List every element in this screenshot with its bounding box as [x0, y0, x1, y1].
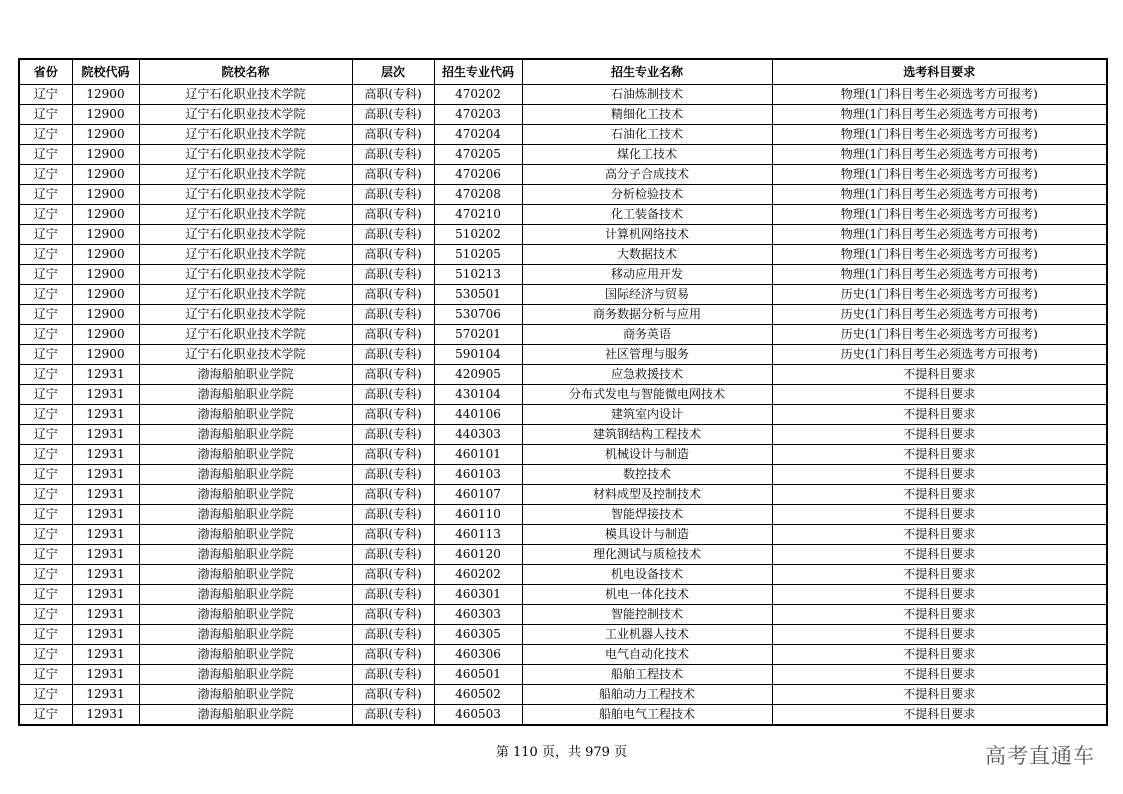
cell-level: 高职(专科) [352, 505, 434, 525]
cell-major-name: 高分子合成技术 [522, 165, 772, 185]
cell-school-name: 渤海船舶职业学院 [139, 445, 352, 465]
cell-school-name: 渤海船舶职业学院 [139, 385, 352, 405]
cell-subject-requirement: 不提科目要求 [772, 565, 1107, 585]
cell-major-code: 510205 [434, 245, 522, 265]
header-level: 层次 [352, 59, 434, 85]
cell-level: 高职(专科) [352, 345, 434, 365]
cell-level: 高职(专科) [352, 645, 434, 665]
table-header [19, 59, 1107, 85]
cell-subject-requirement: 物理(1门科目考生必须选考方可报考) [772, 125, 1107, 145]
cell-level: 高职(专科) [352, 525, 434, 545]
table-row [19, 85, 1107, 105]
cell-school-code: 12931 [72, 705, 139, 726]
cell-level: 高职(专科) [352, 305, 434, 325]
cell-subject-requirement: 不提科目要求 [772, 365, 1107, 385]
cell-level: 高职(专科) [352, 105, 434, 125]
page-footer [0, 744, 1123, 762]
cell-major-code: 460306 [434, 645, 522, 665]
cell-school-code: 12931 [72, 605, 139, 625]
cell-province: 辽宁 [19, 205, 72, 225]
cell-major-code: 460107 [434, 485, 522, 505]
table-row [19, 465, 1107, 485]
cell-major-name: 机械设计与制造 [522, 445, 772, 465]
cell-major-name: 移动应用开发 [522, 265, 772, 285]
cell-major-code: 460303 [434, 605, 522, 625]
cell-subject-requirement: 物理(1门科目考生必须选考方可报考) [772, 105, 1107, 125]
cell-province: 辽宁 [19, 645, 72, 665]
cell-subject-requirement: 不提科目要求 [772, 545, 1107, 565]
table-row [19, 445, 1107, 465]
cell-major-code: 470204 [434, 125, 522, 145]
cell-school-code: 12900 [72, 165, 139, 185]
cell-major-code: 510213 [434, 265, 522, 285]
cell-major-name: 机电一体化技术 [522, 585, 772, 605]
table-row [19, 665, 1107, 685]
cell-school-name: 渤海船舶职业学院 [139, 405, 352, 425]
table-row [19, 485, 1107, 505]
cell-school-name: 辽宁石化职业技术学院 [139, 145, 352, 165]
cell-level: 高职(专科) [352, 245, 434, 265]
cell-major-name: 商务数据分析与应用 [522, 305, 772, 325]
cell-school-name: 辽宁石化职业技术学院 [139, 345, 352, 365]
cell-school-code: 12931 [72, 425, 139, 445]
cell-school-name: 渤海船舶职业学院 [139, 545, 352, 565]
cell-subject-requirement: 不提科目要求 [772, 525, 1107, 545]
table-row [19, 645, 1107, 665]
cell-school-code: 12900 [72, 105, 139, 125]
watermark: 高考直通车 [985, 744, 1095, 768]
cell-school-code: 12931 [72, 665, 139, 685]
table-row [19, 325, 1107, 345]
cell-subject-requirement: 物理(1门科目考生必须选考方可报考) [772, 185, 1107, 205]
table-row [19, 225, 1107, 245]
cell-school-name: 渤海船舶职业学院 [139, 665, 352, 685]
cell-level: 高职(专科) [352, 605, 434, 625]
header-province: 省份 [19, 59, 72, 85]
cell-school-name: 渤海船舶职业学院 [139, 465, 352, 485]
cell-school-name: 渤海船舶职业学院 [139, 425, 352, 445]
page-prefix: 第 [495, 745, 509, 760]
cell-school-code: 12931 [72, 565, 139, 585]
cell-major-code: 420905 [434, 365, 522, 385]
cell-major-code: 460103 [434, 465, 522, 485]
cell-major-code: 590104 [434, 345, 522, 365]
cell-major-code: 470202 [434, 85, 522, 105]
cell-major-name: 材料成型及控制技术 [522, 485, 772, 505]
cell-school-name: 辽宁石化职业技术学院 [139, 225, 352, 245]
cell-subject-requirement: 历史(1门科目考生必须选考方可报考) [772, 345, 1107, 365]
header-major-code: 招生专业代码 [434, 59, 522, 85]
cell-major-code: 460501 [434, 665, 522, 685]
cell-level: 高职(专科) [352, 465, 434, 485]
header-school-code: 院校代码 [72, 59, 139, 85]
cell-school-code: 12931 [72, 445, 139, 465]
cell-major-name: 大数据技术 [522, 245, 772, 265]
cell-level: 高职(专科) [352, 445, 434, 465]
cell-major-code: 530706 [434, 305, 522, 325]
table-row [19, 565, 1107, 585]
cell-school-code: 12900 [72, 145, 139, 165]
cell-level: 高职(专科) [352, 265, 434, 285]
table-body [19, 85, 1107, 726]
cell-school-name: 辽宁石化职业技术学院 [139, 165, 352, 185]
cell-major-name: 应急救援技术 [522, 365, 772, 385]
cell-subject-requirement: 不提科目要求 [772, 505, 1107, 525]
table-row [19, 605, 1107, 625]
cell-school-code: 12931 [72, 505, 139, 525]
cell-school-name: 辽宁石化职业技术学院 [139, 285, 352, 305]
cell-province: 辽宁 [19, 225, 72, 245]
cell-level: 高职(专科) [352, 385, 434, 405]
cell-major-code: 470208 [434, 185, 522, 205]
cell-school-code: 12900 [72, 345, 139, 365]
table-row [19, 285, 1107, 305]
cell-school-name: 渤海船舶职业学院 [139, 525, 352, 545]
cell-level: 高职(专科) [352, 185, 434, 205]
cell-school-name: 辽宁石化职业技术学院 [139, 325, 352, 345]
cell-subject-requirement: 不提科目要求 [772, 465, 1107, 485]
cell-school-code: 12900 [72, 285, 139, 305]
page-mid: 页，共 [541, 745, 581, 760]
cell-school-name: 辽宁石化职业技术学院 [139, 105, 352, 125]
header-subject-requirement: 选考科目要求 [772, 59, 1107, 85]
cell-major-name: 商务英语 [522, 325, 772, 345]
cell-subject-requirement: 不提科目要求 [772, 485, 1107, 505]
cell-major-code: 460301 [434, 585, 522, 605]
cell-province: 辽宁 [19, 325, 72, 345]
header-row [19, 59, 1107, 85]
cell-major-code: 440303 [434, 425, 522, 445]
table-row [19, 545, 1107, 565]
cell-subject-requirement: 物理(1门科目考生必须选考方可报考) [772, 85, 1107, 105]
cell-subject-requirement: 历史(1门科目考生必须选考方可报考) [772, 305, 1107, 325]
table-row [19, 245, 1107, 265]
cell-level: 高职(专科) [352, 625, 434, 645]
header-school-name: 院校名称 [139, 59, 352, 85]
cell-major-name: 工业机器人技术 [522, 625, 772, 645]
table-row [19, 505, 1107, 525]
cell-school-code: 12931 [72, 645, 139, 665]
cell-school-code: 12931 [72, 685, 139, 705]
cell-province: 辽宁 [19, 625, 72, 645]
table-row [19, 425, 1107, 445]
cell-level: 高职(专科) [352, 665, 434, 685]
cell-major-name: 电气自动化技术 [522, 645, 772, 665]
cell-school-code: 12900 [72, 325, 139, 345]
cell-subject-requirement: 物理(1门科目考生必须选考方可报考) [772, 245, 1107, 265]
cell-school-name: 辽宁石化职业技术学院 [139, 245, 352, 265]
cell-school-name: 渤海船舶职业学院 [139, 685, 352, 705]
cell-major-name: 船舶电气工程技术 [522, 705, 772, 726]
total-pages: 979 [585, 745, 610, 760]
cell-school-code: 12931 [72, 365, 139, 385]
cell-subject-requirement: 物理(1门科目考生必须选考方可报考) [772, 225, 1107, 245]
cell-major-code: 470210 [434, 205, 522, 225]
cell-school-code: 12900 [72, 125, 139, 145]
cell-level: 高职(专科) [352, 565, 434, 585]
cell-major-name: 智能控制技术 [522, 605, 772, 625]
cell-school-name: 渤海船舶职业学院 [139, 645, 352, 665]
cell-major-code: 430104 [434, 385, 522, 405]
cell-school-code: 12900 [72, 225, 139, 245]
cell-level: 高职(专科) [352, 425, 434, 445]
table-row [19, 365, 1107, 385]
cell-level: 高职(专科) [352, 205, 434, 225]
cell-school-code: 12900 [72, 85, 139, 105]
cell-province: 辽宁 [19, 165, 72, 185]
cell-subject-requirement: 物理(1门科目考生必须选考方可报考) [772, 265, 1107, 285]
cell-subject-requirement: 不提科目要求 [772, 585, 1107, 605]
cell-major-name: 建筑钢结构工程技术 [522, 425, 772, 445]
cell-major-code: 460502 [434, 685, 522, 705]
cell-major-name: 船舶工程技术 [522, 665, 772, 685]
cell-school-code: 12900 [72, 305, 139, 325]
table-row [19, 185, 1107, 205]
cell-school-name: 辽宁石化职业技术学院 [139, 205, 352, 225]
cell-subject-requirement: 不提科目要求 [772, 665, 1107, 685]
cell-school-code: 12900 [72, 185, 139, 205]
cell-province: 辽宁 [19, 585, 72, 605]
page-suffix: 页 [614, 745, 628, 760]
cell-level: 高职(专科) [352, 325, 434, 345]
cell-school-name: 渤海船舶职业学院 [139, 585, 352, 605]
table-row [19, 585, 1107, 605]
cell-level: 高职(专科) [352, 285, 434, 305]
cell-subject-requirement: 历史(1门科目考生必须选考方可报考) [772, 285, 1107, 305]
cell-school-code: 12931 [72, 525, 139, 545]
cell-major-name: 国际经济与贸易 [522, 285, 772, 305]
cell-level: 高职(专科) [352, 545, 434, 565]
cell-province: 辽宁 [19, 405, 72, 425]
cell-major-name: 精细化工技术 [522, 105, 772, 125]
cell-school-name: 辽宁石化职业技术学院 [139, 265, 352, 285]
cell-major-code: 470206 [434, 165, 522, 185]
cell-major-code: 470203 [434, 105, 522, 125]
cell-level: 高职(专科) [352, 145, 434, 165]
cell-level: 高职(专科) [352, 585, 434, 605]
cell-subject-requirement: 不提科目要求 [772, 625, 1107, 645]
cell-school-name: 辽宁石化职业技术学院 [139, 85, 352, 105]
cell-province: 辽宁 [19, 665, 72, 685]
cell-major-name: 石油炼制技术 [522, 85, 772, 105]
cell-province: 辽宁 [19, 425, 72, 445]
cell-subject-requirement: 不提科目要求 [772, 445, 1107, 465]
cell-level: 高职(专科) [352, 685, 434, 705]
cell-subject-requirement: 不提科目要求 [772, 605, 1107, 625]
table-row [19, 625, 1107, 645]
cell-province: 辽宁 [19, 525, 72, 545]
cell-subject-requirement: 物理(1门科目考生必须选考方可报考) [772, 165, 1107, 185]
cell-province: 辽宁 [19, 245, 72, 265]
cell-school-code: 12931 [72, 585, 139, 605]
cell-major-name: 机电设备技术 [522, 565, 772, 585]
cell-major-code: 460305 [434, 625, 522, 645]
cell-major-name: 建筑室内设计 [522, 405, 772, 425]
cell-province: 辽宁 [19, 505, 72, 525]
cell-subject-requirement: 不提科目要求 [772, 645, 1107, 665]
cell-major-code: 460101 [434, 445, 522, 465]
cell-school-name: 渤海船舶职业学院 [139, 505, 352, 525]
cell-school-name: 渤海船舶职业学院 [139, 565, 352, 585]
cell-province: 辽宁 [19, 685, 72, 705]
cell-province: 辽宁 [19, 705, 72, 726]
cell-major-name: 煤化工技术 [522, 145, 772, 165]
cell-major-code: 460113 [434, 525, 522, 545]
cell-province: 辽宁 [19, 465, 72, 485]
cell-province: 辽宁 [19, 565, 72, 585]
cell-level: 高职(专科) [352, 225, 434, 245]
cell-province: 辽宁 [19, 385, 72, 405]
table-row [19, 165, 1107, 185]
cell-school-code: 12900 [72, 245, 139, 265]
table-row [19, 305, 1107, 325]
cell-province: 辽宁 [19, 365, 72, 385]
cell-major-name: 社区管理与服务 [522, 345, 772, 365]
cell-subject-requirement: 不提科目要求 [772, 405, 1107, 425]
cell-major-code: 470205 [434, 145, 522, 165]
cell-school-name: 渤海船舶职业学院 [139, 485, 352, 505]
cell-school-code: 12900 [72, 265, 139, 285]
cell-major-name: 智能焊接技术 [522, 505, 772, 525]
cell-major-code: 440106 [434, 405, 522, 425]
cell-major-code: 460110 [434, 505, 522, 525]
table-row [19, 705, 1107, 726]
table-row [19, 345, 1107, 365]
cell-province: 辽宁 [19, 265, 72, 285]
cell-province: 辽宁 [19, 305, 72, 325]
cell-school-name: 渤海船舶职业学院 [139, 605, 352, 625]
admissions-table [18, 58, 1108, 726]
cell-school-code: 12931 [72, 385, 139, 405]
header-major-name: 招生专业名称 [522, 59, 772, 85]
cell-major-name: 船舶动力工程技术 [522, 685, 772, 705]
cell-province: 辽宁 [19, 545, 72, 565]
table-row [19, 205, 1107, 225]
cell-level: 高职(专科) [352, 405, 434, 425]
cell-major-code: 460120 [434, 545, 522, 565]
cell-school-name: 渤海船舶职业学院 [139, 365, 352, 385]
cell-province: 辽宁 [19, 85, 72, 105]
cell-school-code: 12900 [72, 205, 139, 225]
cell-province: 辽宁 [19, 345, 72, 365]
cell-level: 高职(专科) [352, 705, 434, 726]
cell-province: 辽宁 [19, 105, 72, 125]
cell-school-code: 12931 [72, 485, 139, 505]
table-row [19, 105, 1107, 125]
cell-province: 辽宁 [19, 125, 72, 145]
cell-major-name: 石油化工技术 [522, 125, 772, 145]
cell-school-name: 辽宁石化职业技术学院 [139, 185, 352, 205]
cell-major-code: 530501 [434, 285, 522, 305]
cell-school-code: 12931 [72, 405, 139, 425]
cell-major-code: 460503 [434, 705, 522, 726]
cell-province: 辽宁 [19, 145, 72, 165]
cell-province: 辽宁 [19, 445, 72, 465]
cell-school-name: 渤海船舶职业学院 [139, 625, 352, 645]
table-row [19, 125, 1107, 145]
cell-major-name: 计算机网络技术 [522, 225, 772, 245]
cell-major-name: 分布式发电与智能微电网技术 [522, 385, 772, 405]
cell-school-name: 辽宁石化职业技术学院 [139, 125, 352, 145]
cell-school-code: 12931 [72, 465, 139, 485]
table-row [19, 145, 1107, 165]
cell-subject-requirement: 物理(1门科目考生必须选考方可报考) [772, 145, 1107, 165]
cell-level: 高职(专科) [352, 165, 434, 185]
cell-level: 高职(专科) [352, 485, 434, 505]
cell-subject-requirement: 不提科目要求 [772, 385, 1107, 405]
cell-major-code: 570201 [434, 325, 522, 345]
cell-major-name: 模具设计与制造 [522, 525, 772, 545]
cell-province: 辽宁 [19, 485, 72, 505]
cell-level: 高职(专科) [352, 85, 434, 105]
page-number: 110 [513, 745, 538, 760]
cell-subject-requirement: 不提科目要求 [772, 425, 1107, 445]
cell-province: 辽宁 [19, 605, 72, 625]
cell-major-name: 理化测试与质检技术 [522, 545, 772, 565]
cell-province: 辽宁 [19, 285, 72, 305]
table-row [19, 685, 1107, 705]
cell-school-code: 12931 [72, 625, 139, 645]
cell-major-code: 510202 [434, 225, 522, 245]
cell-school-code: 12931 [72, 545, 139, 565]
cell-level: 高职(专科) [352, 365, 434, 385]
cell-subject-requirement: 不提科目要求 [772, 685, 1107, 705]
cell-subject-requirement: 物理(1门科目考生必须选考方可报考) [772, 205, 1107, 225]
cell-subject-requirement: 不提科目要求 [772, 705, 1107, 726]
table-row [19, 385, 1107, 405]
cell-school-name: 渤海船舶职业学院 [139, 705, 352, 726]
cell-major-code: 460202 [434, 565, 522, 585]
cell-subject-requirement: 历史(1门科目考生必须选考方可报考) [772, 325, 1107, 345]
table-row [19, 265, 1107, 285]
cell-province: 辽宁 [19, 185, 72, 205]
table-row [19, 405, 1107, 425]
table-row [19, 525, 1107, 545]
cell-major-name: 数控技术 [522, 465, 772, 485]
cell-school-name: 辽宁石化职业技术学院 [139, 305, 352, 325]
cell-major-name: 分析检验技术 [522, 185, 772, 205]
cell-major-name: 化工装备技术 [522, 205, 772, 225]
cell-level: 高职(专科) [352, 125, 434, 145]
